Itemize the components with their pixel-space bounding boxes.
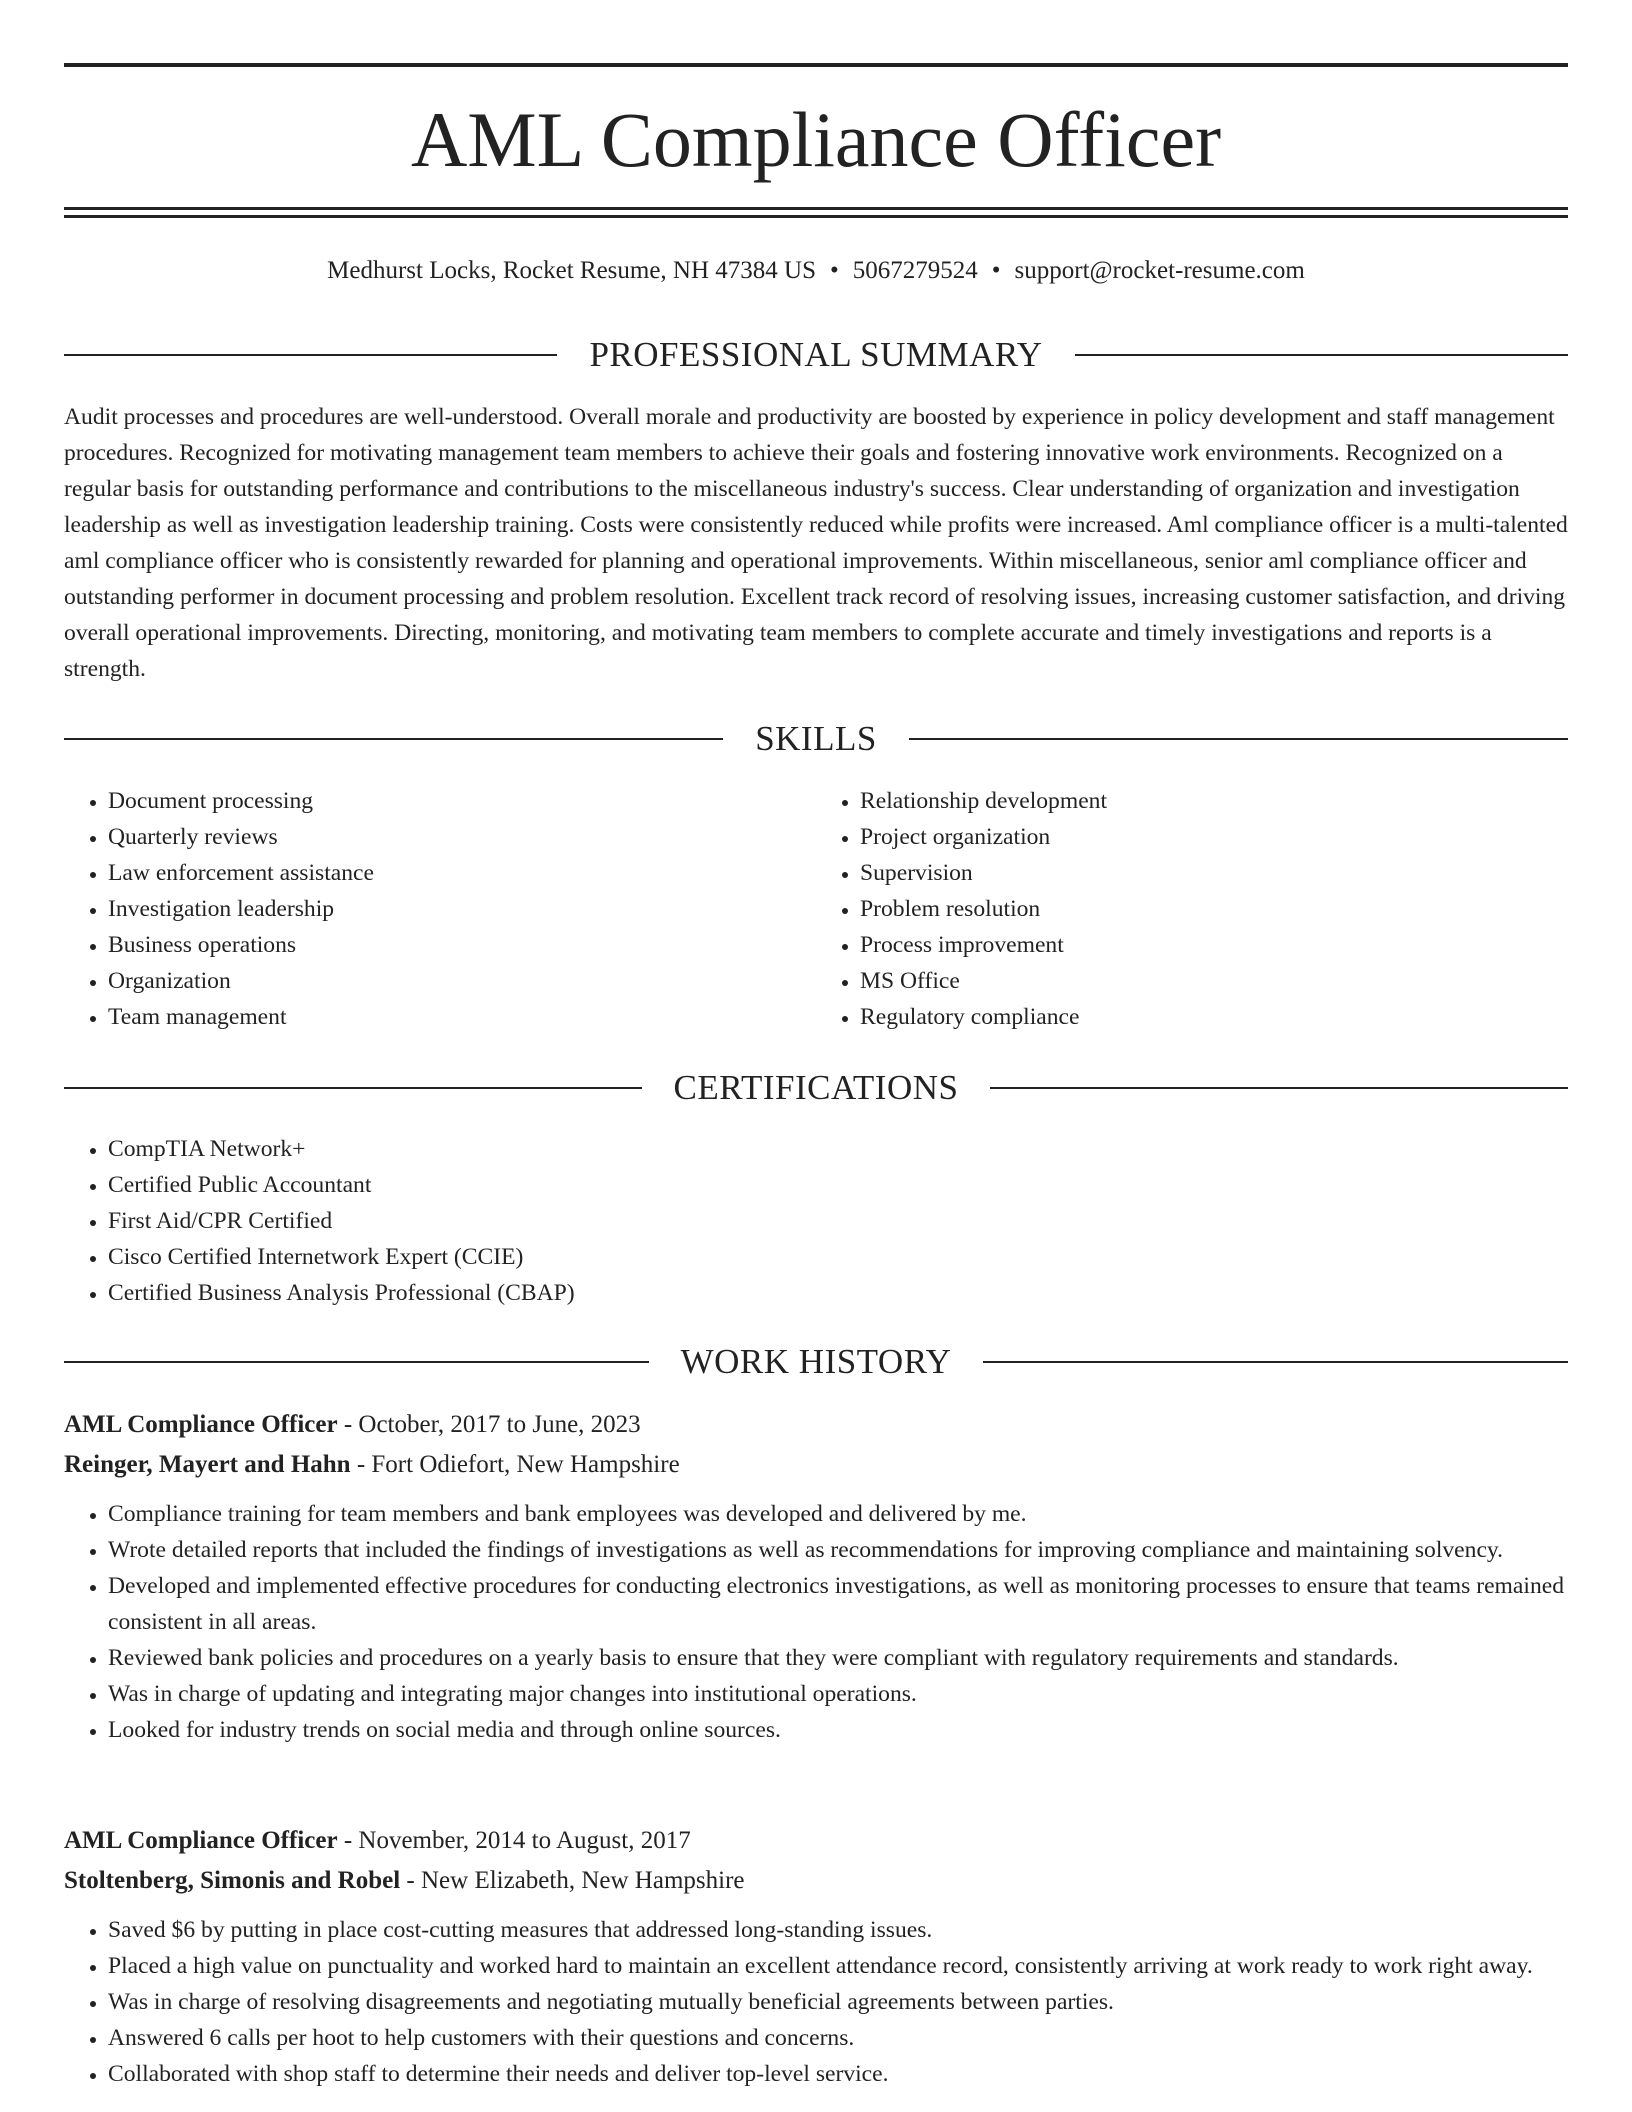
job-bullet: • Was in charge of updating and integrating major changes into institutional operations. (108, 1676, 1568, 1712)
job-entry (64, 1405, 1568, 1748)
section-heading-work-history (64, 1340, 1568, 1384)
heading-rule (64, 738, 723, 740)
heading-rule (1075, 354, 1568, 356)
job-dates: - November, 2014 to August, 2017 (337, 1827, 691, 1854)
job-title: AML Compliance Officer (64, 1827, 338, 1854)
job-bullet: • Was in charge of resolving disagreements and negotiating mutually beneficial agreements between parties. (108, 1984, 1568, 2020)
certification-item: • Certified Public Accountant (108, 1167, 1568, 1203)
job-bullet: • Answered 6 calls per hoot to help customers with their questions and concerns. (108, 2020, 1568, 2056)
skill-item: • Project organization (860, 819, 1568, 855)
heading-rule (64, 354, 557, 356)
job-title-line (64, 1821, 1568, 1861)
job-company-line (64, 1861, 1568, 1901)
job-location: - Fort Odiefort, New Hampshire (350, 1451, 680, 1478)
skill-item: • Process improvement (860, 927, 1568, 963)
job-company: Stoltenberg, Simonis and Robel (64, 1867, 401, 1894)
heading-rule (64, 1361, 649, 1363)
job-dates: - October, 2017 to June, 2023 (337, 1411, 641, 1438)
skill-item: • Relationship development (860, 783, 1568, 819)
top-rule (64, 63, 1568, 67)
skill-item: • Quarterly reviews (108, 819, 816, 855)
section-heading-summary (64, 333, 1568, 377)
section-label: PROFESSIONAL SUMMARY (589, 335, 1043, 374)
heading-rule (909, 738, 1568, 740)
certifications-list (64, 1131, 1568, 1311)
job-bullet: • Placed a high value on punctuality and worked hard to maintain an excellent attendance record, consistently arriving at work ready to work right away. (108, 1948, 1568, 1984)
job-bullet: • Saved $6 by putting in place cost-cutting measures that addressed long-standing issues. (108, 1912, 1568, 1948)
certification-item: • Cisco Certified Internetwork Expert (CCIE) (108, 1239, 1568, 1275)
contact-email: support@rocket-resume.com (1014, 257, 1305, 284)
summary-paragraph: Audit processes and procedures are well-understood. Overall morale and productivity are boosted by experience in policy development and staff management procedures. Recognized for motivating management team members to achieve their goals and fostering innovative work environments. Recognized on a regular basis for outstanding performance and contributions to the miscellaneous industry's success. Clear understanding of organization and investigation leadership as well as investigation leadership training. Costs were consistently reduced while profits were increased. Aml compliance officer is a multi-talented aml compliance officer who is consistently rewarded for planning and operational improvements. Within miscellaneous, senior aml compliance officer and outstanding performer in document processing and problem resolution. Excellent track record of resolving issues, increasing customer satisfaction, and driving overall operational improvements. Directing, monitoring, and motivating team members to complete accurate and timely investigations and reports is a strength. (64, 404, 1568, 682)
skill-item: • Problem resolution (860, 891, 1568, 927)
certification-item: • Certified Business Analysis Professional (CBAP) (108, 1275, 1568, 1311)
section-label: CERTIFICATIONS (673, 1068, 959, 1107)
skill-item: • Document processing (108, 783, 816, 819)
skills-columns (64, 783, 1568, 1035)
job-company: Reinger, Mayert and Hahn (64, 1451, 351, 1478)
certification-item: • First Aid/CPR Certified (108, 1203, 1568, 1239)
heading-rule (990, 1087, 1568, 1089)
skill-item: • Business operations (108, 927, 816, 963)
section-heading-certifications (64, 1066, 1568, 1110)
skill-item: • Team management (108, 999, 816, 1035)
title-rule-lower (64, 215, 1568, 218)
section-label: WORK HISTORY (680, 1342, 952, 1381)
job-bullet: • Collaborated with shop staff to determine their needs and deliver top-level service. (108, 2056, 1568, 2092)
contact-phone: 5067279524 (852, 257, 978, 284)
job-company-line (64, 1445, 1568, 1485)
skills-list-right (816, 783, 1568, 1035)
job-bullet: • Compliance training for team members and bank employees was developed and delivered by me. (108, 1496, 1568, 1532)
skills-list-left (64, 783, 816, 1035)
contact-line (64, 254, 1568, 288)
section-label: SKILLS (755, 719, 877, 758)
contact-address: Medhurst Locks, Rocket Resume, NH 47384 US (327, 257, 816, 284)
job-location: - New Elizabeth, New Hampshire (400, 1867, 745, 1894)
certifications-block (64, 1131, 1568, 1311)
job-bullets (64, 1912, 1568, 2092)
resume-title: AML Compliance Officer (410, 96, 1222, 183)
job-bullets (64, 1496, 1568, 1748)
skill-item: • Investigation leadership (108, 891, 816, 927)
section-heading-skills (64, 717, 1568, 761)
title-rule-upper (64, 207, 1568, 210)
heading-rule (64, 1087, 642, 1089)
heading-rule (983, 1361, 1568, 1363)
contact-separator: • (830, 257, 839, 284)
job-bullet: • Reviewed bank policies and procedures on a yearly basis to ensure that they were compliant with regulatory requirements and standards. (108, 1640, 1568, 1676)
skill-item: • Supervision (860, 855, 1568, 891)
skill-item: • Organization (108, 963, 816, 999)
job-bullet: • Developed and implemented effective procedures for conducting electronics investigations, as well as monitoring processes to ensure that teams remained consistent in all areas. (108, 1568, 1568, 1640)
certification-item: • CompTIA Network+ (108, 1131, 1568, 1167)
job-entry (64, 1821, 1568, 2092)
skill-item: • Regulatory compliance (860, 999, 1568, 1035)
job-title-line (64, 1405, 1568, 1445)
job-bullet: • Wrote detailed reports that included the findings of investigations as well as recommendations for improving compliance and maintaining solvency. (108, 1532, 1568, 1568)
job-title: AML Compliance Officer (64, 1411, 338, 1438)
contact-separator: • (991, 257, 1001, 284)
skill-item: • MS Office (860, 963, 1568, 999)
skill-item: • Law enforcement assistance (108, 855, 816, 891)
job-bullet: • Looked for industry trends on social media and through online sources. (108, 1712, 1568, 1748)
